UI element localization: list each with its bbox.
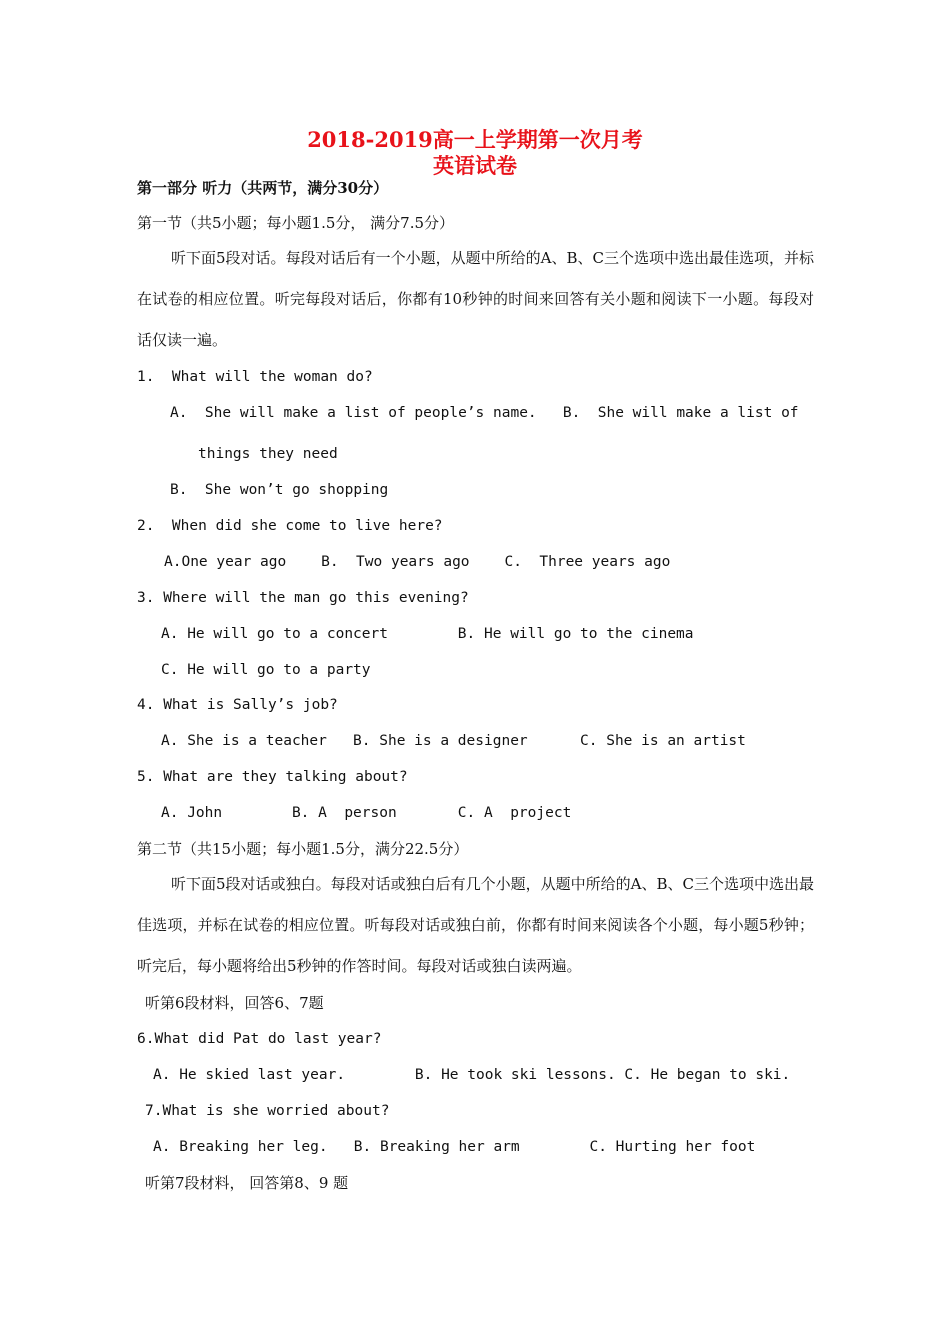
- material-6-label: 听第6段材料，回答6、7题: [145, 994, 324, 1012]
- section1-instructions: 听下面5段对话。每段对话后有一个小题，从题中所给的A、B、C三个选项中选出最佳选项，并标在试卷的相应位置。听完每段对话后，你都有10秒钟的时间来回答有关小题和阅读下一小题。每段对话仅读一遍。: [137, 249, 814, 349]
- question-1-options-line1: A. She will make a list of people’s name. B. She will make a list of: [170, 405, 799, 421]
- question-6-options: A. He skied last year. B. He took ski lessons. C. He began to ski.: [153, 1067, 791, 1083]
- question-3-options-line2: C. He will go to a party: [161, 662, 371, 678]
- part1-heading: 第一部分 听力（共两节，满分30分）: [137, 179, 389, 197]
- question-2-stem: 2. When did she come to live here?: [137, 518, 443, 534]
- section2-instructions: 听下面5段对话或独白。每段对话或独白后有几个小题，从题中所给的A、B、C三个选项中选出最佳选项，并标在试卷的相应位置。听每段对话或独白前，你都有时间来阅读各个小题，每小题5秒钟；听完后，每小题将给出5秒钟的作答时间。每段对话或独白读两遍。: [137, 875, 814, 975]
- question-1-options-line2: things they need: [198, 446, 338, 462]
- question-2-options: A.One year ago B. Two years ago C. Three years ago: [164, 554, 671, 570]
- question-4-options: A. She is a teacher B. She is a designer C. She is an artist: [161, 733, 746, 749]
- question-4-stem: 4. What is Sally’s job?: [137, 697, 338, 713]
- exam-subtitle: 英语试卷: [433, 153, 517, 178]
- question-5-stem: 5. What are they talking about?: [137, 769, 408, 785]
- question-7-stem: 7.What is she worried about?: [145, 1103, 390, 1119]
- question-3-stem: 3. Where will the man go this evening?: [137, 590, 469, 606]
- question-7-options: A. Breaking her leg. B. Breaking her arm C. Hurting her foot: [153, 1139, 756, 1155]
- question-5-options: A. John B. A person C. A project: [161, 805, 572, 821]
- question-1-stem: 1. What will the woman do?: [137, 369, 373, 385]
- question-6-stem: 6.What did Pat do last year?: [137, 1031, 382, 1047]
- question-1-options-line3: B. She won’t go shopping: [170, 482, 389, 498]
- section2-heading: 第二节（共15小题；每小题1.5分，满分22.5分）: [137, 840, 469, 858]
- question-3-options-line1: A. He will go to a concert B. He will go to the cinema: [161, 626, 694, 642]
- exam-title: 2018-2019高一上学期第一次月考: [307, 127, 643, 152]
- section1-heading: 第一节（共5小题；每小题1.5分， 满分7.5分）: [137, 214, 455, 232]
- material-7-label: 听第7段材料， 回答第8、9 题: [145, 1174, 349, 1192]
